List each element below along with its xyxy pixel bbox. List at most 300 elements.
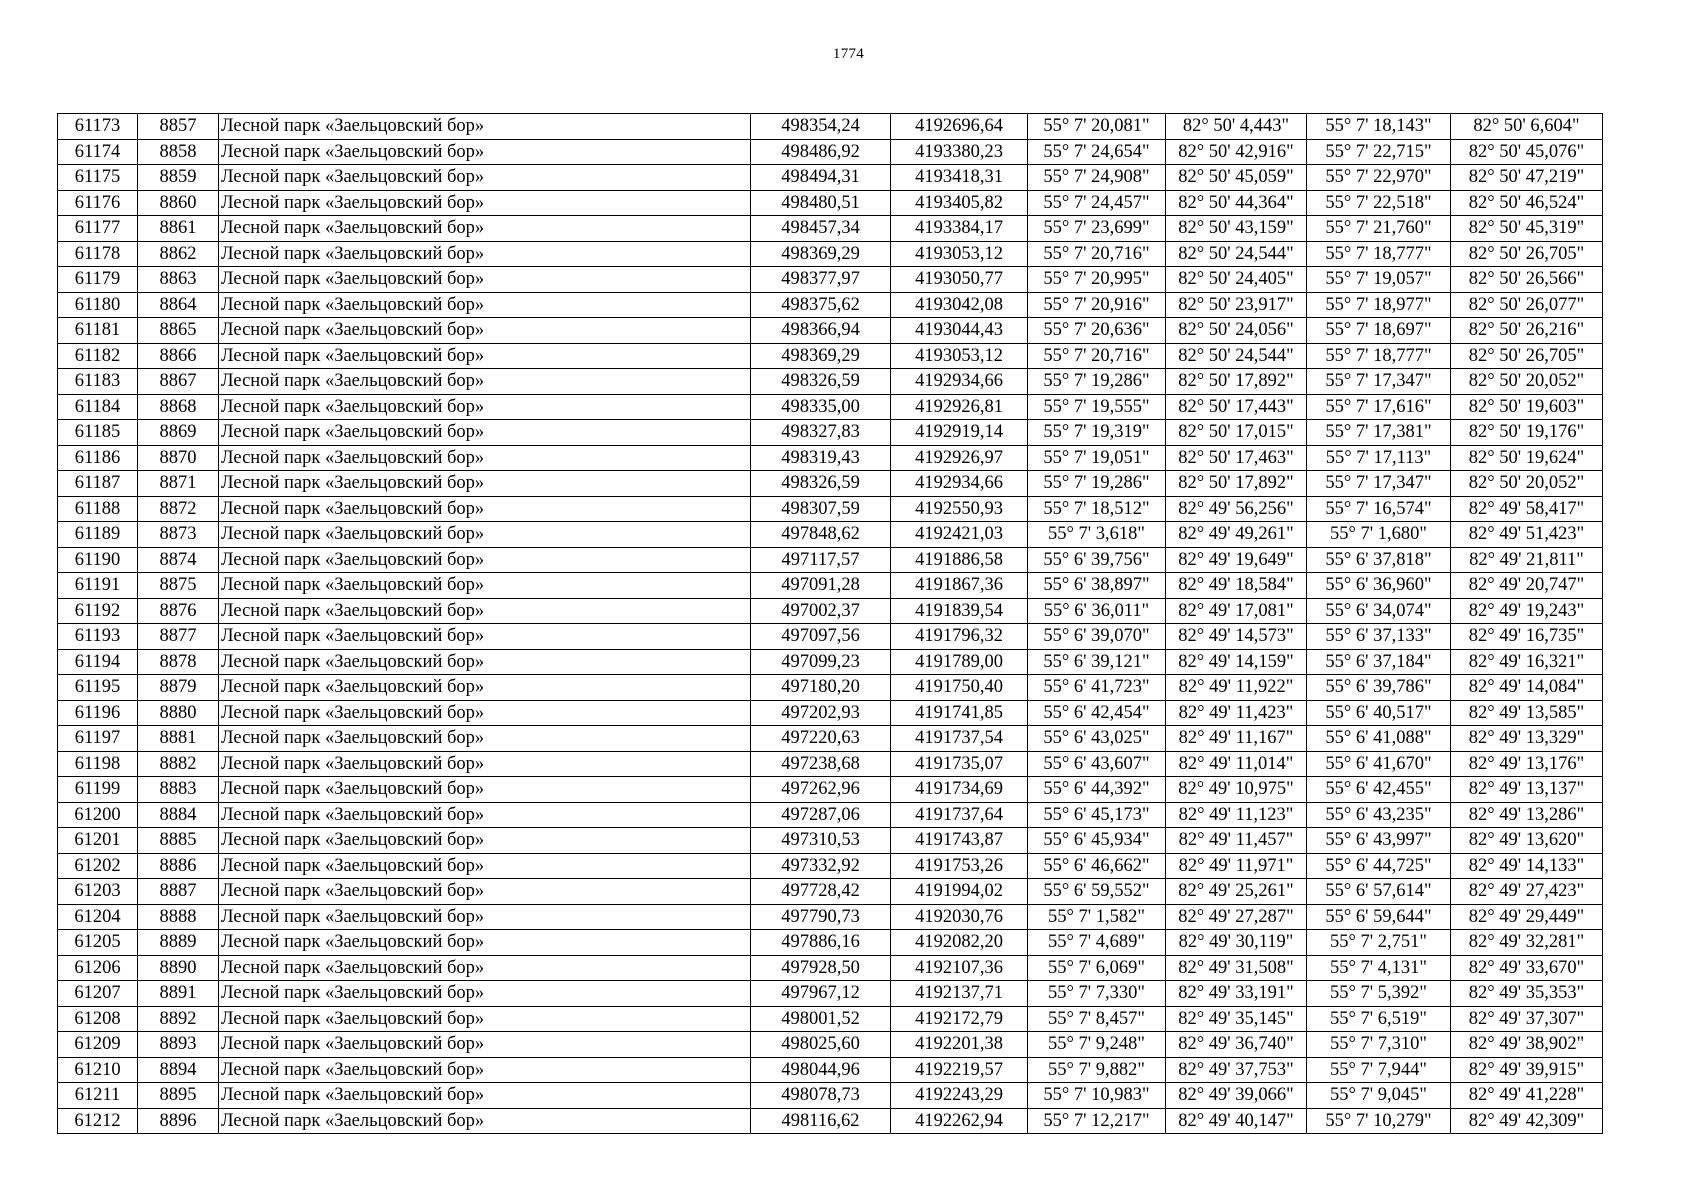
row-number-cell: 61194 xyxy=(58,649,138,675)
latitude-cell: 55° 7' 20,995" xyxy=(1028,267,1166,293)
longitude-cell: 82° 50' 17,892" xyxy=(1166,369,1307,395)
point-number-cell: 8885 xyxy=(138,828,219,854)
longitude-alt-cell: 82° 49' 51,423" xyxy=(1451,522,1603,548)
longitude-cell: 82° 49' 49,261" xyxy=(1166,522,1307,548)
longitude-alt-cell: 82° 50' 19,176" xyxy=(1451,420,1603,446)
latitude-cell: 55° 7' 1,582" xyxy=(1028,904,1166,930)
latitude-alt-cell: 55° 7' 17,347" xyxy=(1307,369,1451,395)
x-coordinate-cell: 498480,51 xyxy=(751,190,891,216)
y-coordinate-cell: 4191789,00 xyxy=(891,649,1028,675)
latitude-cell: 55° 6' 38,897" xyxy=(1028,573,1166,599)
row-number-cell: 61207 xyxy=(58,981,138,1007)
table-row xyxy=(58,114,1603,140)
latitude-alt-cell: 55° 6' 36,960" xyxy=(1307,573,1451,599)
x-coordinate-cell: 497967,12 xyxy=(751,981,891,1007)
row-number-cell: 61195 xyxy=(58,675,138,701)
y-coordinate-cell: 4191737,64 xyxy=(891,802,1028,828)
coordinates-table xyxy=(57,113,1603,1134)
latitude-cell: 55° 6' 39,070" xyxy=(1028,624,1166,650)
x-coordinate-cell: 497097,56 xyxy=(751,624,891,650)
object-name-cell: Лесной парк «Заельцовский бор» xyxy=(219,598,751,624)
latitude-alt-cell: 55° 7' 17,113" xyxy=(1307,445,1451,471)
longitude-alt-cell: 82° 50' 26,566" xyxy=(1451,267,1603,293)
row-number-cell: 61186 xyxy=(58,445,138,471)
point-number-cell: 8865 xyxy=(138,318,219,344)
point-number-cell: 8892 xyxy=(138,1006,219,1032)
y-coordinate-cell: 4191867,36 xyxy=(891,573,1028,599)
object-name-cell: Лесной парк «Заельцовский бор» xyxy=(219,700,751,726)
table-row xyxy=(58,726,1603,752)
table-row xyxy=(58,955,1603,981)
table-row xyxy=(58,1006,1603,1032)
table-row xyxy=(58,496,1603,522)
table-row xyxy=(58,675,1603,701)
latitude-alt-cell: 55° 7' 18,977" xyxy=(1307,292,1451,318)
object-name-cell: Лесной парк «Заельцовский бор» xyxy=(219,1032,751,1058)
object-name-cell: Лесной парк «Заельцовский бор» xyxy=(219,777,751,803)
longitude-alt-cell: 82° 49' 27,423" xyxy=(1451,879,1603,905)
longitude-alt-cell: 82° 49' 13,620" xyxy=(1451,828,1603,854)
latitude-alt-cell: 55° 7' 4,131" xyxy=(1307,955,1451,981)
row-number-cell: 61191 xyxy=(58,573,138,599)
table-row xyxy=(58,369,1603,395)
y-coordinate-cell: 4192262,94 xyxy=(891,1108,1028,1134)
x-coordinate-cell: 498307,59 xyxy=(751,496,891,522)
object-name-cell: Лесной парк «Заельцовский бор» xyxy=(219,292,751,318)
longitude-alt-cell: 82° 49' 58,417" xyxy=(1451,496,1603,522)
row-number-cell: 61181 xyxy=(58,318,138,344)
object-name-cell: Лесной парк «Заельцовский бор» xyxy=(219,573,751,599)
object-name-cell: Лесной парк «Заельцовский бор» xyxy=(219,369,751,395)
row-number-cell: 61182 xyxy=(58,343,138,369)
table-row xyxy=(58,598,1603,624)
longitude-alt-cell: 82° 49' 39,915" xyxy=(1451,1057,1603,1083)
longitude-alt-cell: 82° 49' 32,281" xyxy=(1451,930,1603,956)
object-name-cell: Лесной парк «Заельцовский бор» xyxy=(219,1057,751,1083)
point-number-cell: 8895 xyxy=(138,1083,219,1109)
x-coordinate-cell: 497002,37 xyxy=(751,598,891,624)
longitude-cell: 82° 49' 33,191" xyxy=(1166,981,1307,1007)
object-name-cell: Лесной парк «Заельцовский бор» xyxy=(219,930,751,956)
y-coordinate-cell: 4192030,76 xyxy=(891,904,1028,930)
table-row xyxy=(58,649,1603,675)
y-coordinate-cell: 4191750,40 xyxy=(891,675,1028,701)
latitude-alt-cell: 55° 7' 21,760" xyxy=(1307,216,1451,242)
table-row xyxy=(58,802,1603,828)
point-number-cell: 8890 xyxy=(138,955,219,981)
latitude-cell: 55° 6' 59,552" xyxy=(1028,879,1166,905)
longitude-alt-cell: 82° 50' 26,705" xyxy=(1451,343,1603,369)
x-coordinate-cell: 498486,92 xyxy=(751,139,891,165)
y-coordinate-cell: 4193053,12 xyxy=(891,241,1028,267)
latitude-cell: 55° 7' 20,716" xyxy=(1028,343,1166,369)
latitude-cell: 55° 7' 18,512" xyxy=(1028,496,1166,522)
object-name-cell: Лесной парк «Заельцовский бор» xyxy=(219,216,751,242)
table-row xyxy=(58,445,1603,471)
x-coordinate-cell: 498116,62 xyxy=(751,1108,891,1134)
longitude-cell: 82° 49' 37,753" xyxy=(1166,1057,1307,1083)
latitude-alt-cell: 55° 7' 10,279" xyxy=(1307,1108,1451,1134)
x-coordinate-cell: 498326,59 xyxy=(751,471,891,497)
row-number-cell: 61201 xyxy=(58,828,138,854)
latitude-alt-cell: 55° 6' 59,644" xyxy=(1307,904,1451,930)
latitude-cell: 55° 7' 19,319" xyxy=(1028,420,1166,446)
object-name-cell: Лесной парк «Заельцовский бор» xyxy=(219,114,751,140)
y-coordinate-cell: 4192107,36 xyxy=(891,955,1028,981)
latitude-cell: 55° 7' 9,882" xyxy=(1028,1057,1166,1083)
latitude-alt-cell: 55° 7' 9,045" xyxy=(1307,1083,1451,1109)
point-number-cell: 8877 xyxy=(138,624,219,650)
row-number-cell: 61203 xyxy=(58,879,138,905)
longitude-cell: 82° 50' 4,443" xyxy=(1166,114,1307,140)
longitude-cell: 82° 50' 24,056" xyxy=(1166,318,1307,344)
x-coordinate-cell: 498044,96 xyxy=(751,1057,891,1083)
table-row xyxy=(58,522,1603,548)
y-coordinate-cell: 4192201,38 xyxy=(891,1032,1028,1058)
longitude-alt-cell: 82° 50' 6,604" xyxy=(1451,114,1603,140)
object-name-cell: Лесной парк «Заельцовский бор» xyxy=(219,955,751,981)
point-number-cell: 8864 xyxy=(138,292,219,318)
x-coordinate-cell: 497886,16 xyxy=(751,930,891,956)
longitude-alt-cell: 82° 50' 26,077" xyxy=(1451,292,1603,318)
y-coordinate-cell: 4191886,58 xyxy=(891,547,1028,573)
table-row xyxy=(58,700,1603,726)
row-number-cell: 61185 xyxy=(58,420,138,446)
latitude-alt-cell: 55° 6' 57,614" xyxy=(1307,879,1451,905)
object-name-cell: Лесной парк «Заельцовский бор» xyxy=(219,1006,751,1032)
y-coordinate-cell: 4191734,69 xyxy=(891,777,1028,803)
table-body xyxy=(58,114,1603,1134)
longitude-alt-cell: 82° 49' 19,243" xyxy=(1451,598,1603,624)
point-number-cell: 8874 xyxy=(138,547,219,573)
x-coordinate-cell: 498335,00 xyxy=(751,394,891,420)
point-number-cell: 8876 xyxy=(138,598,219,624)
point-number-cell: 8889 xyxy=(138,930,219,956)
x-coordinate-cell: 497117,57 xyxy=(751,547,891,573)
object-name-cell: Лесной парк «Заельцовский бор» xyxy=(219,445,751,471)
latitude-alt-cell: 55° 6' 39,786" xyxy=(1307,675,1451,701)
row-number-cell: 61176 xyxy=(58,190,138,216)
latitude-alt-cell: 55° 7' 2,751" xyxy=(1307,930,1451,956)
longitude-cell: 82° 50' 17,443" xyxy=(1166,394,1307,420)
object-name-cell: Лесной парк «Заельцовский бор» xyxy=(219,420,751,446)
point-number-cell: 8879 xyxy=(138,675,219,701)
y-coordinate-cell: 4193380,23 xyxy=(891,139,1028,165)
longitude-cell: 82° 50' 43,159" xyxy=(1166,216,1307,242)
y-coordinate-cell: 4191735,07 xyxy=(891,751,1028,777)
row-number-cell: 61210 xyxy=(58,1057,138,1083)
x-coordinate-cell: 498327,83 xyxy=(751,420,891,446)
latitude-alt-cell: 55° 7' 17,616" xyxy=(1307,394,1451,420)
x-coordinate-cell: 497287,06 xyxy=(751,802,891,828)
row-number-cell: 61205 xyxy=(58,930,138,956)
point-number-cell: 8870 xyxy=(138,445,219,471)
longitude-cell: 82° 49' 11,922" xyxy=(1166,675,1307,701)
x-coordinate-cell: 498377,97 xyxy=(751,267,891,293)
longitude-alt-cell: 82° 50' 45,319" xyxy=(1451,216,1603,242)
table-row xyxy=(58,1032,1603,1058)
latitude-cell: 55° 6' 39,121" xyxy=(1028,649,1166,675)
point-number-cell: 8858 xyxy=(138,139,219,165)
longitude-alt-cell: 82° 49' 41,228" xyxy=(1451,1083,1603,1109)
x-coordinate-cell: 498457,34 xyxy=(751,216,891,242)
longitude-alt-cell: 82° 50' 20,052" xyxy=(1451,471,1603,497)
y-coordinate-cell: 4191737,54 xyxy=(891,726,1028,752)
row-number-cell: 61179 xyxy=(58,267,138,293)
y-coordinate-cell: 4192934,66 xyxy=(891,369,1028,395)
longitude-cell: 82° 49' 11,014" xyxy=(1166,751,1307,777)
point-number-cell: 8866 xyxy=(138,343,219,369)
latitude-cell: 55° 7' 8,457" xyxy=(1028,1006,1166,1032)
x-coordinate-cell: 498369,29 xyxy=(751,343,891,369)
longitude-cell: 82° 50' 44,364" xyxy=(1166,190,1307,216)
latitude-alt-cell: 55° 7' 18,777" xyxy=(1307,343,1451,369)
table-row xyxy=(58,267,1603,293)
latitude-alt-cell: 55° 7' 7,944" xyxy=(1307,1057,1451,1083)
table-row xyxy=(58,241,1603,267)
longitude-cell: 82° 49' 11,123" xyxy=(1166,802,1307,828)
latitude-alt-cell: 55° 6' 37,818" xyxy=(1307,547,1451,573)
longitude-alt-cell: 82° 50' 26,216" xyxy=(1451,318,1603,344)
object-name-cell: Лесной парк «Заельцовский бор» xyxy=(219,853,751,879)
longitude-alt-cell: 82° 49' 35,353" xyxy=(1451,981,1603,1007)
longitude-cell: 82° 50' 17,463" xyxy=(1166,445,1307,471)
x-coordinate-cell: 497262,96 xyxy=(751,777,891,803)
latitude-cell: 55° 7' 19,555" xyxy=(1028,394,1166,420)
x-coordinate-cell: 497091,28 xyxy=(751,573,891,599)
longitude-alt-cell: 82° 49' 21,811" xyxy=(1451,547,1603,573)
latitude-cell: 55° 6' 43,607" xyxy=(1028,751,1166,777)
row-number-cell: 61199 xyxy=(58,777,138,803)
longitude-cell: 82° 49' 31,508" xyxy=(1166,955,1307,981)
x-coordinate-cell: 497180,20 xyxy=(751,675,891,701)
table-row xyxy=(58,624,1603,650)
table-row xyxy=(58,547,1603,573)
object-name-cell: Лесной парк «Заельцовский бор» xyxy=(219,649,751,675)
row-number-cell: 61180 xyxy=(58,292,138,318)
table-row xyxy=(58,394,1603,420)
longitude-cell: 82° 49' 56,256" xyxy=(1166,496,1307,522)
table-row xyxy=(58,879,1603,905)
latitude-alt-cell: 55° 6' 43,235" xyxy=(1307,802,1451,828)
object-name-cell: Лесной парк «Заельцовский бор» xyxy=(219,981,751,1007)
row-number-cell: 61198 xyxy=(58,751,138,777)
point-number-cell: 8893 xyxy=(138,1032,219,1058)
point-number-cell: 8871 xyxy=(138,471,219,497)
longitude-alt-cell: 82° 49' 14,084" xyxy=(1451,675,1603,701)
point-number-cell: 8872 xyxy=(138,496,219,522)
table-row xyxy=(58,930,1603,956)
latitude-alt-cell: 55° 7' 16,574" xyxy=(1307,496,1451,522)
table-row xyxy=(58,904,1603,930)
row-number-cell: 61197 xyxy=(58,726,138,752)
longitude-cell: 82° 49' 35,145" xyxy=(1166,1006,1307,1032)
object-name-cell: Лесной парк «Заельцовский бор» xyxy=(219,471,751,497)
longitude-alt-cell: 82° 49' 13,329" xyxy=(1451,726,1603,752)
longitude-cell: 82° 49' 19,649" xyxy=(1166,547,1307,573)
object-name-cell: Лесной парк «Заельцовский бор» xyxy=(219,675,751,701)
latitude-alt-cell: 55° 7' 1,680" xyxy=(1307,522,1451,548)
longitude-cell: 82° 50' 42,916" xyxy=(1166,139,1307,165)
object-name-cell: Лесной парк «Заельцовский бор» xyxy=(219,751,751,777)
object-name-cell: Лесной парк «Заельцовский бор» xyxy=(219,726,751,752)
table-row xyxy=(58,292,1603,318)
x-coordinate-cell: 497202,93 xyxy=(751,700,891,726)
page-number: 1774 xyxy=(832,46,865,62)
longitude-alt-cell: 82° 49' 38,902" xyxy=(1451,1032,1603,1058)
point-number-cell: 8862 xyxy=(138,241,219,267)
latitude-alt-cell: 55° 7' 22,715" xyxy=(1307,139,1451,165)
x-coordinate-cell: 497220,63 xyxy=(751,726,891,752)
longitude-cell: 82° 50' 17,015" xyxy=(1166,420,1307,446)
y-coordinate-cell: 4192550,93 xyxy=(891,496,1028,522)
row-number-cell: 61184 xyxy=(58,394,138,420)
table-row xyxy=(58,981,1603,1007)
object-name-cell: Лесной парк «Заельцовский бор» xyxy=(219,624,751,650)
row-number-cell: 61190 xyxy=(58,547,138,573)
object-name-cell: Лесной парк «Заельцовский бор» xyxy=(219,547,751,573)
x-coordinate-cell: 497099,23 xyxy=(751,649,891,675)
table-row xyxy=(58,318,1603,344)
latitude-alt-cell: 55° 6' 41,670" xyxy=(1307,751,1451,777)
x-coordinate-cell: 497238,68 xyxy=(751,751,891,777)
latitude-alt-cell: 55° 7' 18,697" xyxy=(1307,318,1451,344)
latitude-cell: 55° 7' 24,457" xyxy=(1028,190,1166,216)
latitude-cell: 55° 7' 12,217" xyxy=(1028,1108,1166,1134)
longitude-alt-cell: 82° 49' 14,133" xyxy=(1451,853,1603,879)
table-row xyxy=(58,1108,1603,1134)
row-number-cell: 61178 xyxy=(58,241,138,267)
longitude-cell: 82° 49' 18,584" xyxy=(1166,573,1307,599)
x-coordinate-cell: 497728,42 xyxy=(751,879,891,905)
longitude-alt-cell: 82° 49' 16,321" xyxy=(1451,649,1603,675)
latitude-alt-cell: 55° 6' 42,455" xyxy=(1307,777,1451,803)
x-coordinate-cell: 498025,60 xyxy=(751,1032,891,1058)
longitude-alt-cell: 82° 49' 29,449" xyxy=(1451,904,1603,930)
point-number-cell: 8888 xyxy=(138,904,219,930)
row-number-cell: 61206 xyxy=(58,955,138,981)
longitude-alt-cell: 82° 49' 20,747" xyxy=(1451,573,1603,599)
point-number-cell: 8875 xyxy=(138,573,219,599)
latitude-alt-cell: 55° 6' 41,088" xyxy=(1307,726,1451,752)
latitude-cell: 55° 6' 42,454" xyxy=(1028,700,1166,726)
y-coordinate-cell: 4193044,43 xyxy=(891,318,1028,344)
latitude-cell: 55° 6' 41,723" xyxy=(1028,675,1166,701)
object-name-cell: Лесной парк «Заельцовский бор» xyxy=(219,522,751,548)
x-coordinate-cell: 497928,50 xyxy=(751,955,891,981)
table-row xyxy=(58,853,1603,879)
y-coordinate-cell: 4192919,14 xyxy=(891,420,1028,446)
latitude-cell: 55° 7' 24,654" xyxy=(1028,139,1166,165)
longitude-cell: 82° 49' 14,573" xyxy=(1166,624,1307,650)
y-coordinate-cell: 4192926,81 xyxy=(891,394,1028,420)
row-number-cell: 61188 xyxy=(58,496,138,522)
latitude-cell: 55° 7' 20,081" xyxy=(1028,114,1166,140)
latitude-cell: 55° 6' 45,934" xyxy=(1028,828,1166,854)
y-coordinate-cell: 4191994,02 xyxy=(891,879,1028,905)
row-number-cell: 61173 xyxy=(58,114,138,140)
y-coordinate-cell: 4191743,87 xyxy=(891,828,1028,854)
latitude-alt-cell: 55° 7' 5,392" xyxy=(1307,981,1451,1007)
latitude-cell: 55° 7' 20,636" xyxy=(1028,318,1166,344)
longitude-alt-cell: 82° 50' 19,603" xyxy=(1451,394,1603,420)
latitude-cell: 55° 6' 39,756" xyxy=(1028,547,1166,573)
row-number-cell: 61174 xyxy=(58,139,138,165)
latitude-alt-cell: 55° 7' 22,518" xyxy=(1307,190,1451,216)
latitude-alt-cell: 55° 7' 22,970" xyxy=(1307,165,1451,191)
latitude-alt-cell: 55° 7' 17,347" xyxy=(1307,471,1451,497)
y-coordinate-cell: 4192934,66 xyxy=(891,471,1028,497)
longitude-cell: 82° 49' 30,119" xyxy=(1166,930,1307,956)
x-coordinate-cell: 498078,73 xyxy=(751,1083,891,1109)
x-coordinate-cell: 498369,29 xyxy=(751,241,891,267)
latitude-alt-cell: 55° 6' 37,184" xyxy=(1307,649,1451,675)
latitude-cell: 55° 7' 10,983" xyxy=(1028,1083,1166,1109)
longitude-cell: 82° 49' 39,066" xyxy=(1166,1083,1307,1109)
point-number-cell: 8867 xyxy=(138,369,219,395)
longitude-alt-cell: 82° 49' 16,735" xyxy=(1451,624,1603,650)
longitude-alt-cell: 82° 49' 13,585" xyxy=(1451,700,1603,726)
object-name-cell: Лесной парк «Заельцовский бор» xyxy=(219,241,751,267)
point-number-cell: 8861 xyxy=(138,216,219,242)
x-coordinate-cell: 497310,53 xyxy=(751,828,891,854)
latitude-alt-cell: 55° 7' 18,777" xyxy=(1307,241,1451,267)
row-number-cell: 61212 xyxy=(58,1108,138,1134)
y-coordinate-cell: 4192082,20 xyxy=(891,930,1028,956)
longitude-cell: 82° 49' 27,287" xyxy=(1166,904,1307,930)
table-row xyxy=(58,343,1603,369)
latitude-alt-cell: 55° 6' 43,997" xyxy=(1307,828,1451,854)
latitude-cell: 55° 7' 19,286" xyxy=(1028,369,1166,395)
latitude-cell: 55° 7' 19,051" xyxy=(1028,445,1166,471)
longitude-cell: 82° 49' 10,975" xyxy=(1166,777,1307,803)
longitude-alt-cell: 82° 49' 13,286" xyxy=(1451,802,1603,828)
point-number-cell: 8896 xyxy=(138,1108,219,1134)
longitude-cell: 82° 50' 24,405" xyxy=(1166,267,1307,293)
y-coordinate-cell: 4192172,79 xyxy=(891,1006,1028,1032)
longitude-alt-cell: 82° 50' 19,624" xyxy=(1451,445,1603,471)
table-row xyxy=(58,573,1603,599)
row-number-cell: 61202 xyxy=(58,853,138,879)
point-number-cell: 8882 xyxy=(138,751,219,777)
point-number-cell: 8857 xyxy=(138,114,219,140)
latitude-alt-cell: 55° 7' 19,057" xyxy=(1307,267,1451,293)
y-coordinate-cell: 4193418,31 xyxy=(891,165,1028,191)
row-number-cell: 61189 xyxy=(58,522,138,548)
x-coordinate-cell: 498494,31 xyxy=(751,165,891,191)
x-coordinate-cell: 498354,24 xyxy=(751,114,891,140)
longitude-alt-cell: 82° 50' 45,076" xyxy=(1451,139,1603,165)
latitude-cell: 55° 7' 23,699" xyxy=(1028,216,1166,242)
table-row xyxy=(58,165,1603,191)
object-name-cell: Лесной парк «Заельцовский бор» xyxy=(219,139,751,165)
longitude-cell: 82° 50' 23,917" xyxy=(1166,292,1307,318)
object-name-cell: Лесной парк «Заельцовский бор» xyxy=(219,267,751,293)
latitude-cell: 55° 7' 6,069" xyxy=(1028,955,1166,981)
point-number-cell: 8860 xyxy=(138,190,219,216)
row-number-cell: 61192 xyxy=(58,598,138,624)
longitude-alt-cell: 82° 50' 46,524" xyxy=(1451,190,1603,216)
longitude-alt-cell: 82° 50' 47,219" xyxy=(1451,165,1603,191)
latitude-cell: 55° 7' 19,286" xyxy=(1028,471,1166,497)
y-coordinate-cell: 4192696,64 xyxy=(891,114,1028,140)
point-number-cell: 8863 xyxy=(138,267,219,293)
latitude-alt-cell: 55° 6' 37,133" xyxy=(1307,624,1451,650)
longitude-alt-cell: 82° 49' 13,176" xyxy=(1451,751,1603,777)
point-number-cell: 8880 xyxy=(138,700,219,726)
longitude-alt-cell: 82° 49' 42,309" xyxy=(1451,1108,1603,1134)
object-name-cell: Лесной парк «Заельцовский бор» xyxy=(219,828,751,854)
